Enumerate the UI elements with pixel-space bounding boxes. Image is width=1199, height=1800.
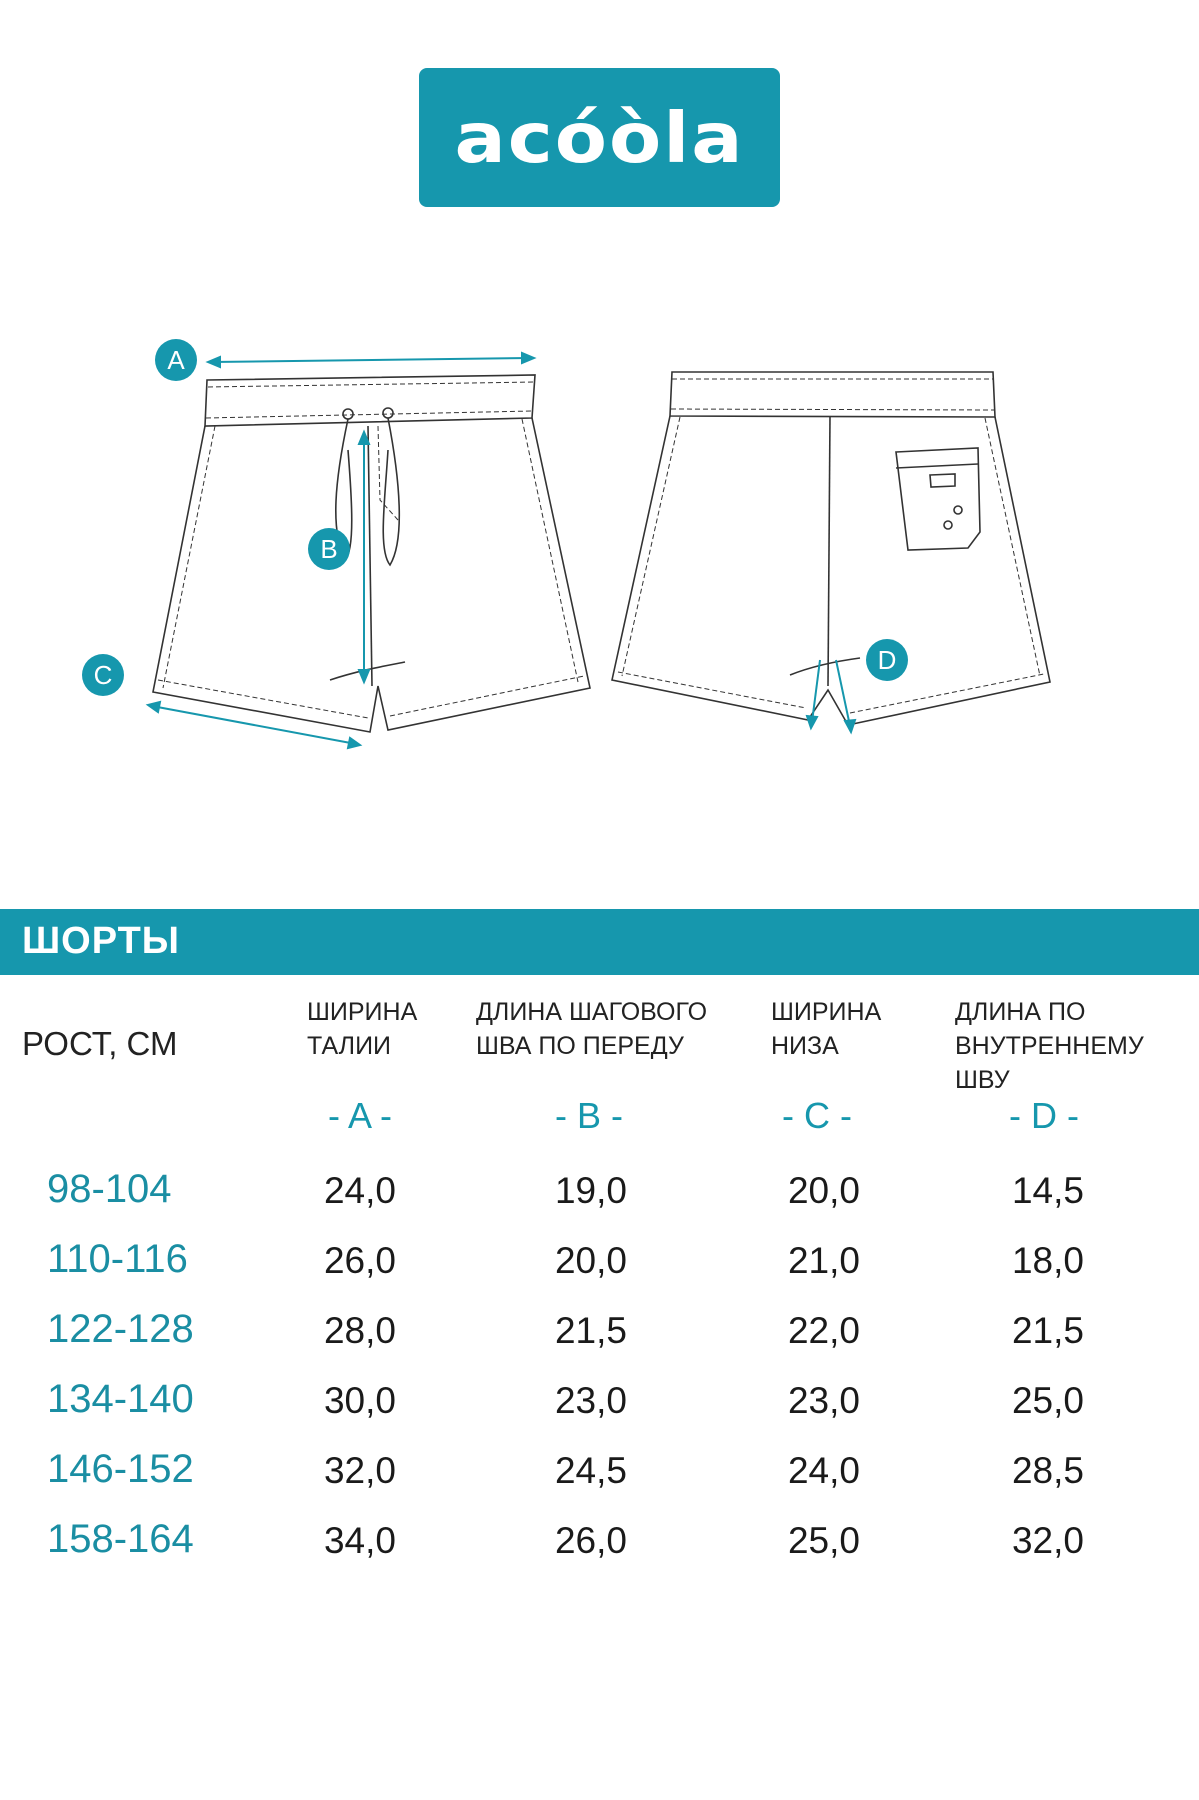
cell-d: 32,0: [1011, 1520, 1084, 1561]
row-label: 98-104: [47, 1167, 172, 1211]
cell-a: 30,0: [323, 1380, 396, 1421]
row-label: 134-140: [47, 1377, 194, 1421]
cell-b: 21,5: [554, 1310, 627, 1351]
row-label: 110-116: [47, 1237, 188, 1281]
column-letter-c: - C -: [782, 1095, 852, 1136]
row-label: 122-128: [47, 1307, 194, 1351]
cell-b: 23,0: [554, 1380, 627, 1421]
column-header-d: [955, 995, 1199, 1097]
cell-b: 26,0: [554, 1520, 627, 1561]
column-header-d-line2: ВНУТРЕННЕМУ ШВУ: [955, 1032, 1144, 1094]
row-header-label: РОСТ, СМ: [22, 1025, 178, 1062]
column-header-a-line1: ШИРИНА: [307, 998, 418, 1026]
cell-c: 21,0: [787, 1240, 860, 1281]
shorts-diagram: [0, 320, 1199, 770]
cell-c: 22,0: [787, 1310, 860, 1351]
column-header-a: [307, 995, 417, 1063]
cell-d: 28,5: [1011, 1450, 1084, 1491]
cell-a: 32,0: [323, 1450, 396, 1491]
cell-d: 14,5: [1011, 1170, 1084, 1211]
column-header-c-line2: НИЗА: [771, 1032, 839, 1060]
cell-b: 24,5: [554, 1450, 627, 1491]
cell-c: 24,0: [787, 1450, 860, 1491]
brand-logo-text: acóòla: [454, 96, 745, 178]
column-letter-b: - B -: [555, 1095, 623, 1136]
cell-a: 24,0: [323, 1170, 396, 1211]
column-header-b: [476, 995, 707, 1063]
cell-a: 26,0: [323, 1240, 396, 1281]
cell-b: 19,0: [554, 1170, 627, 1211]
cell-d: 21,5: [1011, 1310, 1084, 1351]
section-title: ШОРТЫ: [22, 920, 181, 962]
marker-b-label: B: [320, 534, 338, 564]
cell-c: 25,0: [787, 1520, 860, 1561]
cell-d: 25,0: [1011, 1380, 1084, 1421]
row-label: 146-152: [47, 1447, 194, 1491]
marker-a-label: A: [167, 345, 185, 375]
cell-c: 20,0: [787, 1170, 860, 1211]
column-letter-a: - A -: [327, 1095, 393, 1136]
brand-logo: [419, 68, 780, 207]
column-header-c-line1: ШИРИНА: [771, 998, 882, 1026]
marker-c-label: C: [93, 660, 113, 690]
column-header-d-line1: ДЛИНА ПО: [955, 998, 1086, 1026]
column-header-a-line2: ТАЛИИ: [307, 1032, 392, 1060]
column-header-b-line2: ШВА ПО ПЕРЕДУ: [476, 1032, 684, 1060]
cell-a: 34,0: [323, 1520, 396, 1561]
cell-c: 23,0: [787, 1380, 860, 1421]
row-label: 158-164: [47, 1517, 194, 1561]
cell-a: 28,0: [323, 1310, 396, 1351]
cell-b: 20,0: [554, 1240, 627, 1281]
cell-d: 18,0: [1011, 1240, 1084, 1281]
shorts-back-drawing: [612, 372, 1050, 725]
section-header: [0, 909, 1199, 975]
marker-d-label: D: [877, 645, 897, 675]
shorts-front-drawing: [153, 375, 590, 732]
column-header-b-line1: ДЛИНА ШАГОВОГО: [476, 998, 708, 1026]
column-header-c: [771, 995, 881, 1063]
column-letter-d: - D -: [1009, 1095, 1079, 1136]
